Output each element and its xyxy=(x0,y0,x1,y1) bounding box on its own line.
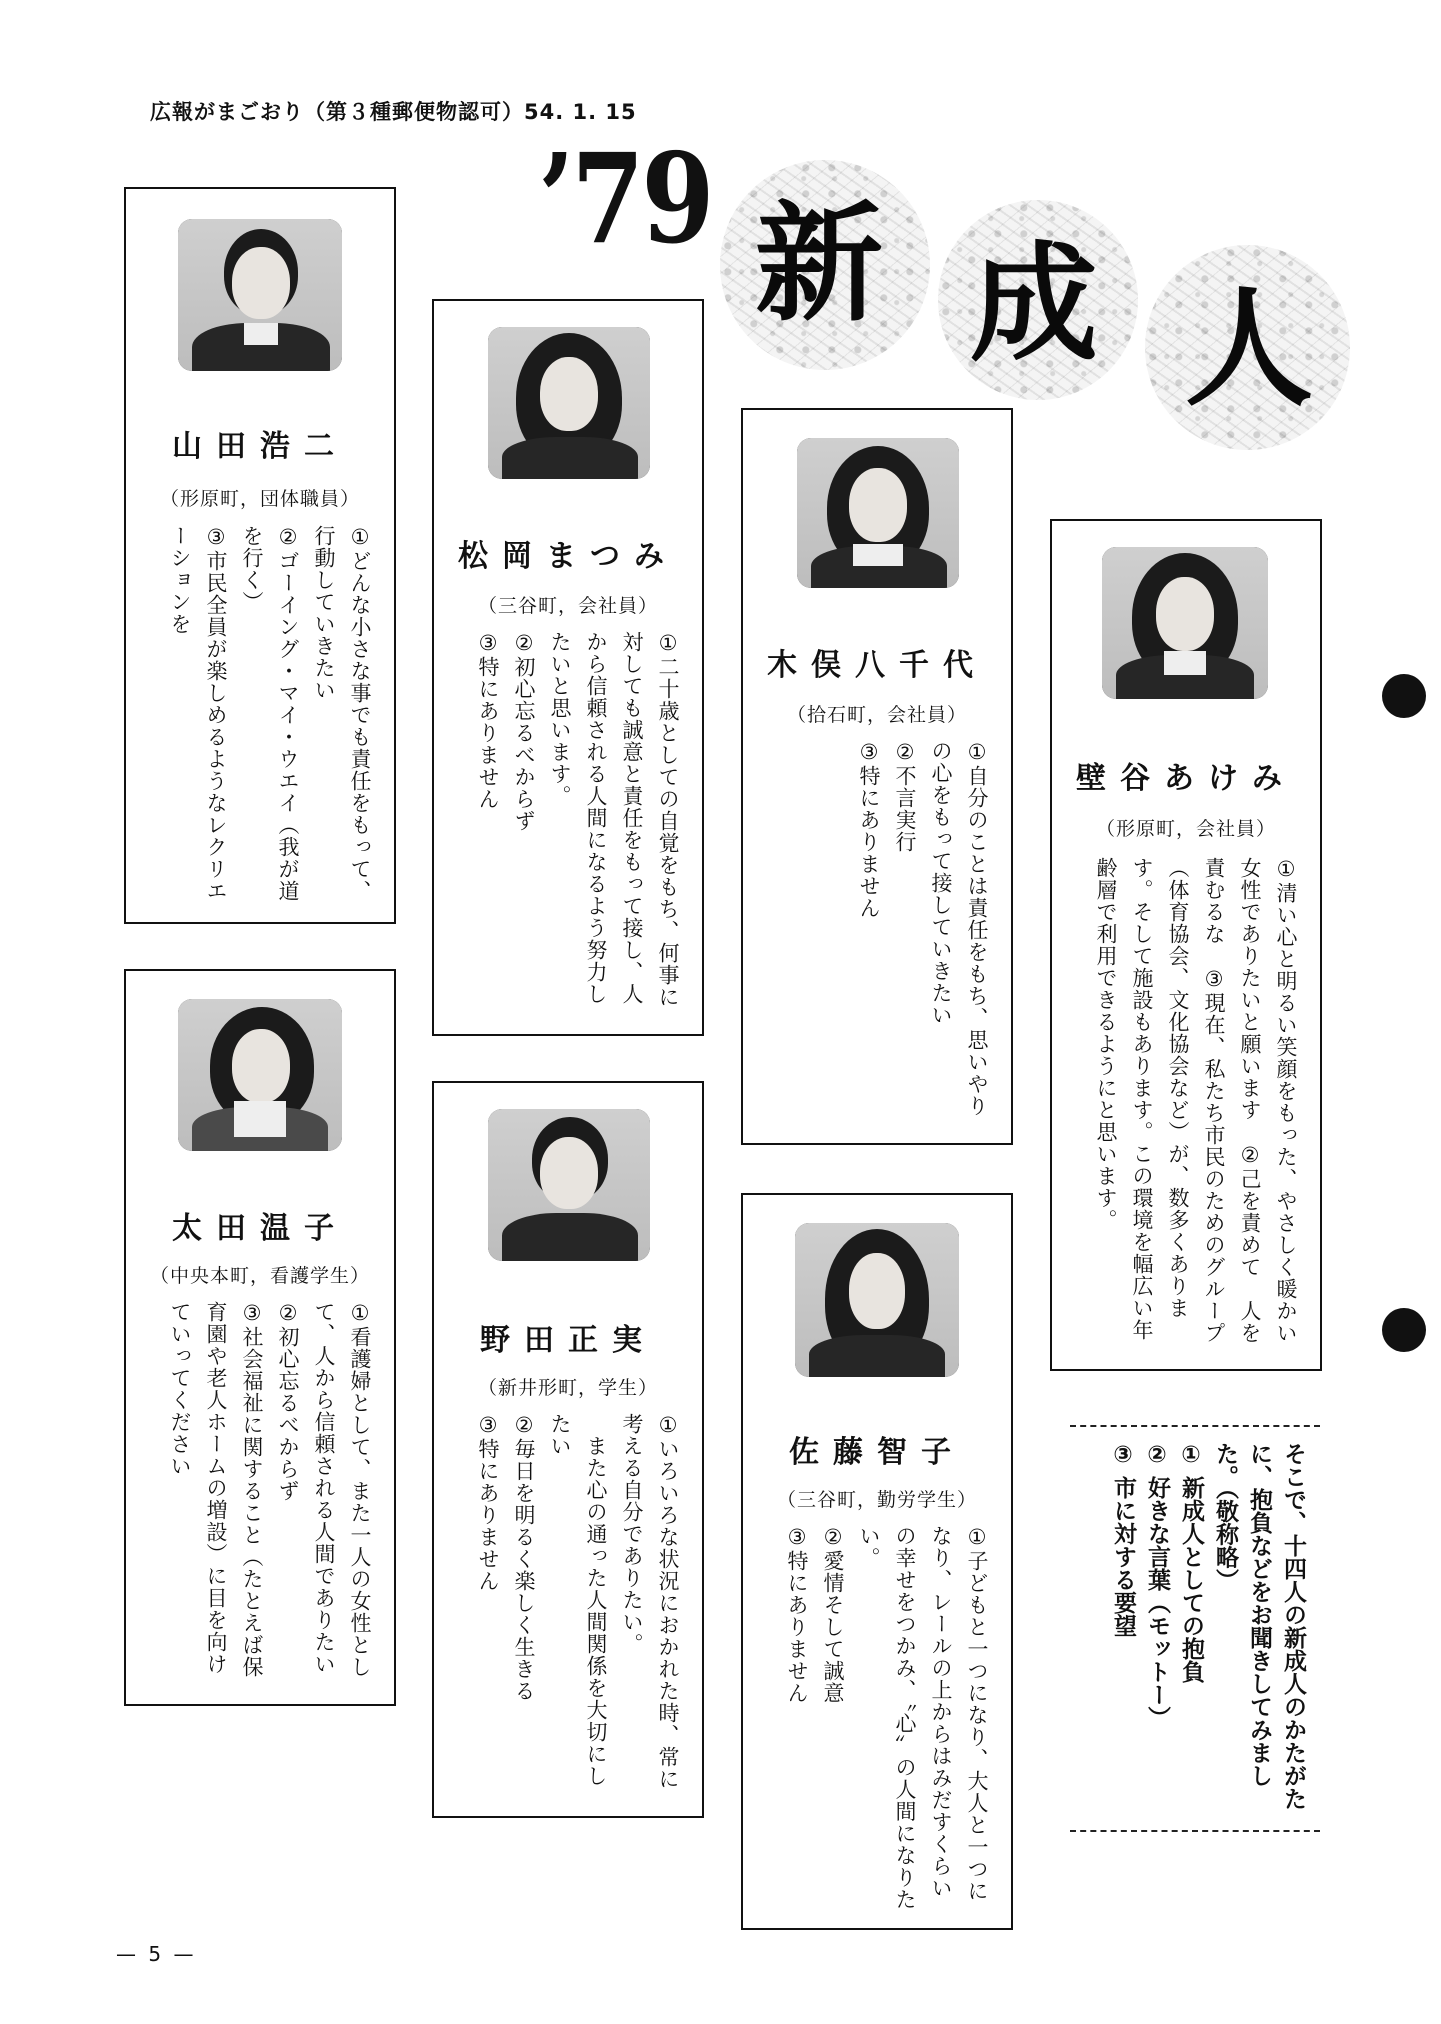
portrait-photo xyxy=(797,438,959,588)
profile-card-noda xyxy=(432,1081,704,1818)
person-answers: ①自分のことは責任をもち、思いやりの心をもって接していきたい ②不言実行 ③特にありません xyxy=(857,740,989,1117)
person-name: 松岡まつみ xyxy=(458,539,678,574)
person-answers: ①いろいろな状況におかれた時、常に考える自分でありたい。 また心の通った人間関係を大切にしたい ②毎日を明るく楽しく生きる ③特にありません xyxy=(476,1413,680,1790)
intro-bottom-rule xyxy=(1070,1830,1320,1832)
profile-card-matsuoka xyxy=(432,299,704,1036)
profile-card-ota xyxy=(124,969,396,1706)
binding-hole-dot xyxy=(1382,674,1426,718)
person-address: （形原町，会社員） xyxy=(1095,818,1276,840)
person-address: （新井形町，学生） xyxy=(477,1377,658,1399)
title-year: ’79 xyxy=(538,127,712,272)
portrait-photo xyxy=(178,219,342,371)
intro-block xyxy=(1080,1442,1310,1822)
portrait-photo xyxy=(795,1223,959,1377)
person-address: （形原町，団体職員） xyxy=(159,488,360,510)
person-name: 野田正実 xyxy=(480,1323,656,1358)
person-answers: ①看護婦として、また一人の女性として、人から信頼される人間でありたい ②初心忘るべからず ③社会福祉に関すること（たとえば保育園や老人ホームの増設）に目を向けていってください xyxy=(168,1301,372,1678)
intro-item-1: ① 新成人としての抱負 xyxy=(1178,1442,1204,1684)
profile-card-kimata xyxy=(741,408,1013,1145)
person-name: 壁谷あけみ xyxy=(1076,761,1296,796)
profile-card-sato xyxy=(741,1193,1013,1930)
title-char-sei: 成 xyxy=(970,229,1099,379)
intro-item-2: ② 好きな言葉（モットー） xyxy=(1144,1442,1170,1730)
intro-top-rule xyxy=(1070,1425,1320,1427)
person-name: 佐藤智子 xyxy=(789,1435,965,1470)
person-name: 太田温子 xyxy=(172,1211,348,1246)
profile-card-kabeya xyxy=(1050,519,1322,1371)
portrait-photo xyxy=(178,999,342,1151)
person-address: （中央本町，看護学生） xyxy=(149,1265,370,1287)
binding-hole-dot xyxy=(1382,1308,1426,1352)
person-answers: ①清い心と明るい笑顔をもった、やさしく暖かい女性でありたいと願います ②己を責めて 人を責むるな ③現在、私たち市民のためのグループ（体育協会、文化協会など）が、数多くあります。そして施設もあります。この環境を幅広い年齢層で利用できるようにと思います。 xyxy=(1094,857,1298,1344)
person-address: （三谷町，勤労学生） xyxy=(776,1489,977,1511)
profile-card-yamada xyxy=(124,187,396,924)
page-number: — 5 — xyxy=(116,1942,197,1966)
person-answers: ①二十歳としての自覚をもち、何事に対しても誠意と責任をもって接し、人から信頼される人間になるよう努力したいと思います。 ②初心忘るべからず ③特にありません xyxy=(476,631,680,1008)
title-char-shin: 新 xyxy=(755,189,884,339)
intro-item-3: ③ 市に対する要望 xyxy=(1110,1442,1136,1638)
person-answers: ①どんな小さな事でも責任をもって、行動していきたい ②ゴーイング・マイ・ウエイ（我が道を行く） ③市民全員が楽しめるようなレクリエーションを xyxy=(168,525,372,902)
intro-lead: そこで、十四人の新成人のかたがたに、抱負などをお聞きしてみました。（敬称略） xyxy=(1212,1442,1306,1810)
person-address: （三谷町，会社員） xyxy=(477,595,658,617)
portrait-photo xyxy=(488,327,650,479)
portrait-photo xyxy=(1102,547,1268,699)
publication-header: 広報がまごおり（第３種郵便物認可）54. 1. 15 xyxy=(150,100,637,124)
person-answers: ①子どもと一つになり、大人と一つになり、レールの上からはみだすくらいの幸せをつかみ、〝心〟の人間になりたい。 ②愛情そして誠意 ③特にありません xyxy=(785,1525,989,1911)
title-char-jin: 人 xyxy=(1185,274,1314,424)
person-name: 木俣八千代 xyxy=(767,648,987,683)
portrait-photo xyxy=(488,1109,650,1261)
person-name: 山田浩二 xyxy=(172,429,348,464)
person-address: （拾石町，会社員） xyxy=(786,704,967,726)
